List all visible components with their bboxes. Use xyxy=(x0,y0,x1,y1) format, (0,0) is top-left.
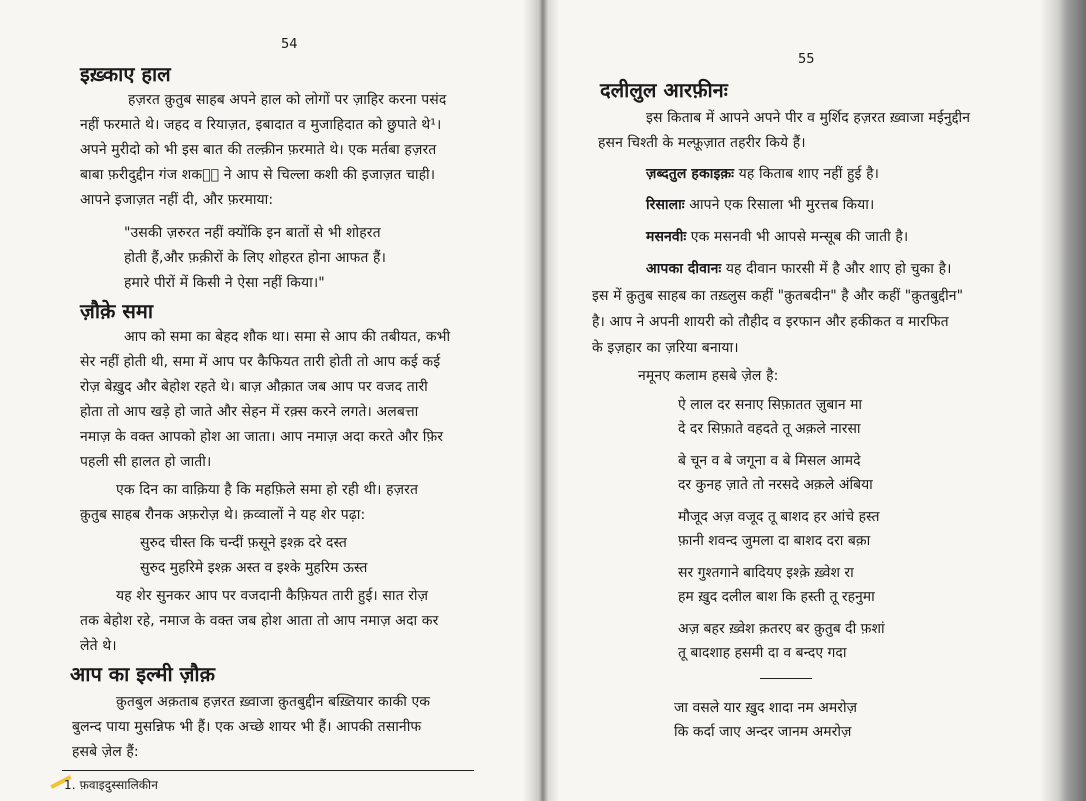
section-heading: आप का इल्मी ज़ौक़ xyxy=(70,662,215,686)
paragraph-line: हसन चिश्ती के मल्फ़ूज़ात तहरीर किये हैं। xyxy=(598,135,806,151)
paragraph-line: लेते थे। xyxy=(80,638,117,654)
verse-separator xyxy=(760,678,812,679)
paragraph-line: के इज़हार का ज़रिया बनाया। xyxy=(592,340,739,356)
page-edge-shadow xyxy=(1040,0,1086,801)
book-entry-text: यह किताब शाए नहीं हुई है। xyxy=(734,166,880,182)
paragraph-line: नहीं फरमाते थे। जहद व रियाज़त, इबादात व मुजाहिदात को छुपाते थे¹। xyxy=(80,117,442,133)
paragraph-line: इस में क़ुतुब साहब का तख़्लुस कहीं "क़ुतबदीन" है और कहीं "क़ुतबुद्दीन" xyxy=(592,288,964,304)
paragraph-line: होता तो आप खड़े हो जाते और सेहन में रक़्स करने लगते। अलबत्ता xyxy=(80,404,419,420)
book-spine-shadow xyxy=(523,0,559,801)
paragraph-line: यह शेर सुनकर आप पर वजदानी कैफ़ियत तारी हुई। सात रोज़ xyxy=(116,588,429,604)
verse-line: कि कर्दा जाए अन्दर जानम अमरोज़ xyxy=(674,724,852,740)
book-entry-label: रिसालाः xyxy=(646,197,685,213)
verse-line: जा वसले यार ख़ुद शादा नम अमरोज़ xyxy=(674,700,857,716)
book-entry xyxy=(646,227,908,246)
paragraph-line: है। आप ने अपनी शायरी को तौहीद व इरफान और हकीकत व मारफित xyxy=(592,314,949,330)
verse-line: बे चून व बे जगूना व बे मिसल आमदे xyxy=(678,453,861,469)
book-entry-text: आपने एक रिसाला भी मुरत्तब किया। xyxy=(684,197,875,213)
paragraph-line: एक दिन का वाक़िया है कि महफ़िले समा हो रही थी। हज़रत xyxy=(116,482,419,498)
paragraph-line: हसबे ज़ेल हैं: xyxy=(72,744,139,760)
book-entry-text: यह दीवान फारसी में है और शाए हो चुका है। xyxy=(721,261,952,277)
book-entry-label: ज़ब्दतुल हकाइक़ः xyxy=(646,166,735,182)
paragraph-line: आप को समा का बेहद शौक था। समा से आप की तबीयत, कभी xyxy=(124,329,451,345)
couplet-line: सुरुद मुहरिमे इश्क़ अस्त व इश्के मुहरिम ऊस्त xyxy=(140,560,368,576)
verse-line: तू बादशाह हसमी दा व बन्दए गदा xyxy=(678,645,847,661)
section-heading: ज़ौक़े समा xyxy=(80,299,154,323)
book-entry-label: आपका दीवानः xyxy=(646,261,722,277)
paragraph-line: बुलन्द पाया मुसन्निफ भी हैं। एक अच्छे शायर भी हैं। आपकी तसानीफ xyxy=(72,719,422,735)
verse-line: हम ख़ुद दलील बाश कि हस्ती तू रहनुमा xyxy=(678,589,875,605)
sample-intro: नमूनए कलाम हसबे ज़ेल है: xyxy=(638,368,779,384)
paragraph-line: क़ुतबुल अक़ताब हज़रत ख़्वाजा क़ुतबुद्दीन बख़्तियार काकी एक xyxy=(116,694,431,710)
verse-line: अज़ बहर ख़्वेश क़तरए बर क़ुतुब दी फ़शां xyxy=(678,621,885,637)
paragraph-line: क़ुतुब साहब रौनक अफ़रोज़ थे। क़व्वालों ने यह शेर पढ़ा: xyxy=(80,507,366,523)
paragraph-line: रोज़ बेख़ुद और बेहोश रहते थे। बाज़ औक़ात जब आप पर वजद तारी xyxy=(80,379,428,395)
section-heading: दलीलुल आरफ़ीनः xyxy=(600,78,728,102)
paragraph-line: नमाज़ के वक्त आपको होश आ जाता। आप नमाज़ अदा करते और फ़िर xyxy=(80,429,444,445)
footnote-rule xyxy=(62,770,474,771)
verse-line: सर गुश्तगाने बादियए इश्क़े ख़्वेश रा xyxy=(678,565,854,581)
book-entry-text: एक मसनवी भी आपसे मन्सूब की जाती है। xyxy=(686,229,909,245)
book-entry-label: मसनवीः xyxy=(646,229,687,245)
right-page xyxy=(542,0,1086,801)
book-entry xyxy=(646,259,952,278)
left-page xyxy=(0,0,538,801)
verse-line: दे दर सिफ़ाते वहदते तू अक़ले नारसा xyxy=(678,421,861,437)
paragraph-line: सेर नहीं होती थी, समा में आप पर कैफियत तारी होती तो आप कई कई xyxy=(80,354,441,370)
footnote: 1. फ़वाइदुस्सालिकीन xyxy=(64,778,158,792)
paragraph-line: बाबा फ़रीदुद्दीन गंज शकर᳚ ने आप से चिल्ला कशी की इजाज़त चाही। xyxy=(80,167,436,183)
quote-line: "उसकी ज़रुरत नहीं क्योंकि इन बातों से भी शोहरत xyxy=(124,225,381,241)
paragraph-line: इस किताब में आपने अपने पीर व मुर्शिद हज़रत ख़्वाजा मईनुद्दीन xyxy=(646,110,971,126)
verse-line: मौजूद अज़ वजूद तू बाशद हर आंचे हस्त xyxy=(678,509,880,525)
paragraph-line: पहली सी हालत हो जाती। xyxy=(80,454,212,470)
book-entry xyxy=(646,195,874,214)
page-number: 54 xyxy=(281,37,298,52)
book-entry xyxy=(646,164,879,183)
page-number: 55 xyxy=(798,52,815,67)
couplet-line: सुरुद चीस्त कि चन्दीं फ़सूने इश्क़ दरे दस्त xyxy=(140,535,347,551)
paragraph-line: हज़रत क़ुतुब साहब अपने हाल को लोगों पर ज़ाहिर करना पसंद xyxy=(128,92,447,108)
quote-line: होती हैं,और फ़क़ीरों के लिए शोहरत होना आफत हैं। xyxy=(124,250,386,266)
verse-line: फ़ानी शवन्द जुमला दा बाशद दरा बक़ा xyxy=(678,533,871,549)
verse-line: दर कुनह ज़ाते तो नरसदे अक़ले अंबिया xyxy=(678,477,873,493)
paragraph-line: आपने इजाज़त नहीं दी, और फ़रमाया: xyxy=(80,192,274,208)
section-heading: इख़्काए हाल xyxy=(80,62,171,86)
paragraph-line: अपने मुरीदो को भी इस बात की तल्क़ीन फ़रमाते थे। एक मर्तबा हज़रत xyxy=(80,142,437,158)
paragraph-line: तक बेहोश रहे, नमाज के वक्त जब होश आता तो आप नमाज़ अदा कर xyxy=(80,613,439,629)
verse-line: ऐ लाल दर सनाए सिफ़ातत ज़ुबान मा xyxy=(678,397,863,413)
quote-line: हमारे पीरों में किसी ने ऐसा नहीं किया।" xyxy=(124,275,325,291)
